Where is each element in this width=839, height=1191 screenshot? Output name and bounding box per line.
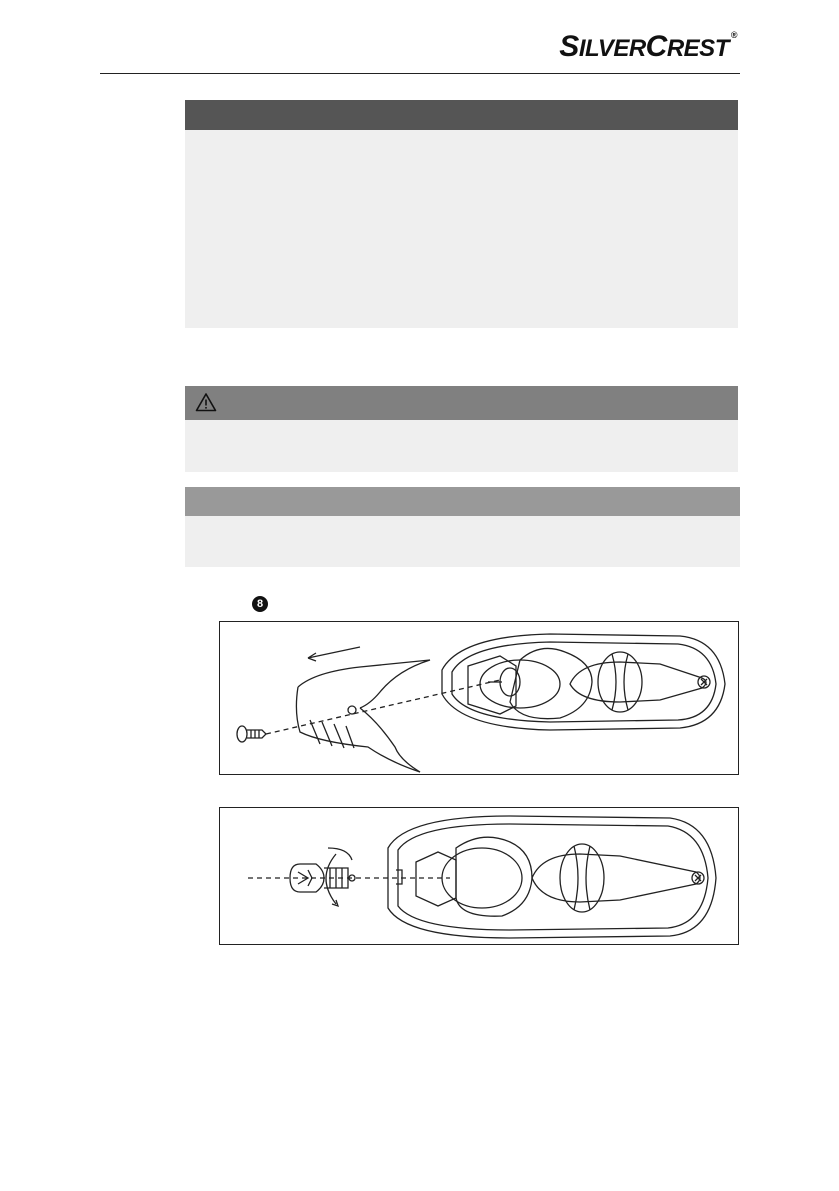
- bulb-replacement-drawing: [220, 808, 738, 944]
- warning-box-header: [185, 386, 738, 420]
- warning-triangle-icon: [195, 392, 217, 412]
- note-box-header: [185, 487, 740, 516]
- info-box-header: [185, 100, 738, 130]
- illustration-remove-cover: [219, 621, 739, 775]
- header-divider: [100, 73, 740, 74]
- brand-logo: SILVERCREST ®: [559, 30, 737, 63]
- illustration-replace-bulb: [219, 807, 739, 945]
- note-box-body: [185, 516, 740, 567]
- warning-box-body: [185, 420, 738, 472]
- figure-reference-badge: 8: [252, 596, 268, 612]
- cover-removal-drawing: [220, 622, 738, 774]
- info-box-body: [185, 130, 738, 328]
